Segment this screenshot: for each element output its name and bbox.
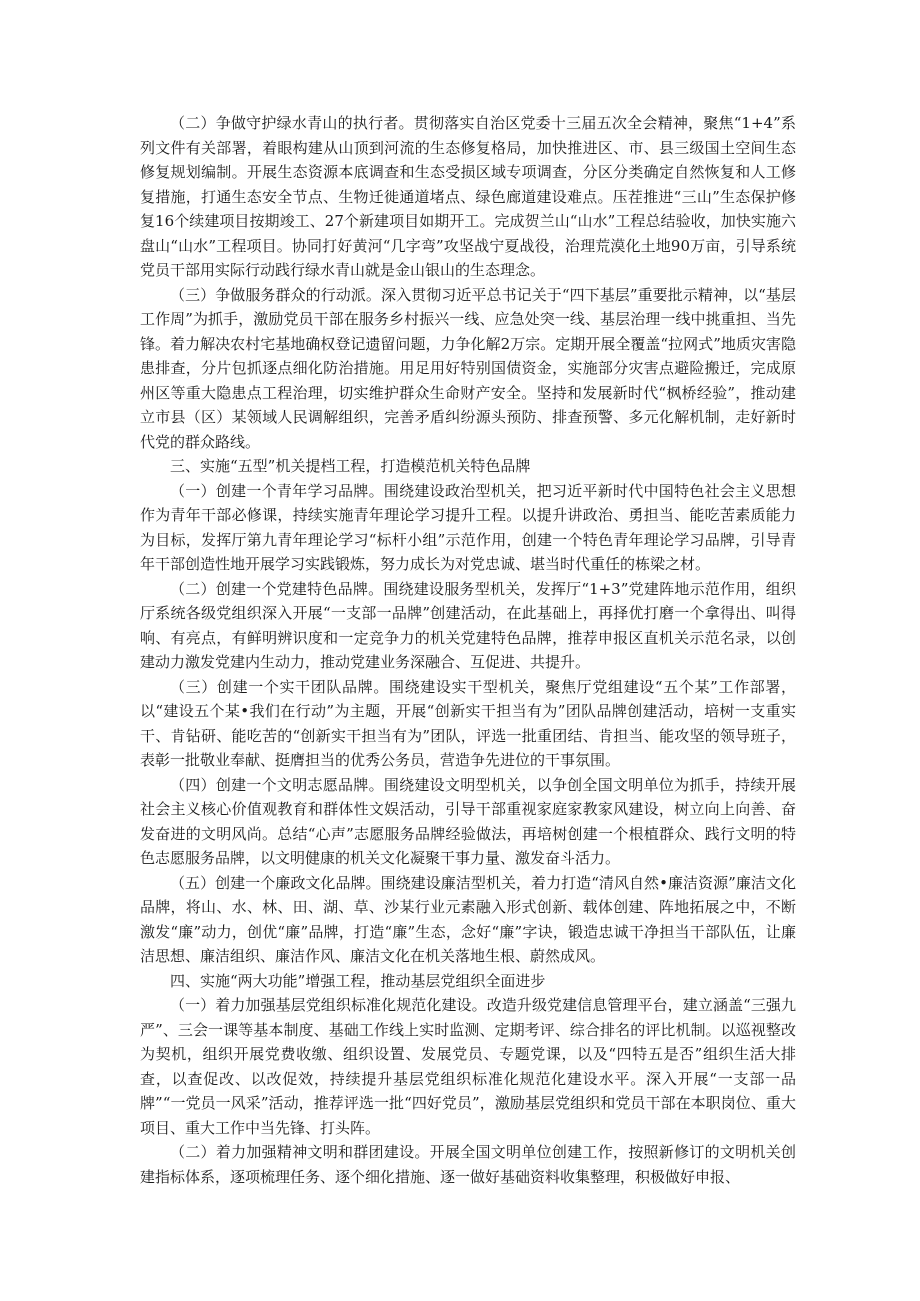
para-spiritual-civilization: （二）着力加强精神文明和群团建设。开展全国文明单位创建工作，按照新修订的文明机关创建指标体系，逐项梳理任务、逐个细化措施、逐一做好基础资料收集整理，积极做好申报、 (140, 1143, 796, 1186)
section-heading-four: 四、实施“两大功能”增强工程，推动基层党组织全面进步 (170, 971, 546, 990)
para-civilized-volunteer: （四）创建一个文明志愿品牌。围绕建设文明型机关，以争创全国文明单位为抓手，持续开展社会主义核心价值观教育和群体性文娱活动，引导干部重视家庭家教家风建设，树立向上向善、奋发奋进的文明风尚。总结“心声”志愿服务品牌经验做法，再培树创建一个根植群众、践行文明的特色志愿服务品牌，以文明健康的机关文化凝聚干事力量、激发奋斗活力。 (140, 775, 796, 867)
para-serve-masses: （三）争做服务群众的行动派。深入贯彻习近平总书记关于“四下基层”重要批示精神，以“基层工作周”为抓手，激励党员干部在服务乡村振兴一线、应急处突一线、基层治理一线中挑重担、当先锋。着力解决农村宅基地确权登记遗留问题，力争化解2万宗。定期开展全覆盖“拉网式”地质灾害隐患排查，分片包抓逐点细化防治措施。用足用好特别国债资金，实施部分灾害点避险搬迁，完成原州区等重大隐患点工程治理，切实维护群众生命财产安全。坚持和发展新时代“枫桥经验”，推动建立市县（区）某领域人民调解组织，完善矛盾纠纷源头预防、排查预警、多元化解机制，走好新时代党的群众路线。 (140, 285, 796, 451)
section-heading-three: 三、实施“五型”机关提档工程，打造模范机关特色品牌 (170, 457, 531, 475)
para-party-building: （二）创建一个党建特色品牌。围绕建设服务型机关，发挥厅“1+3”党建阵地示范作用，组织厅系统各级党组织深入开展“一支部一品牌”创建活动，在此基础上，再择优打磨一个拿得出、叫得响、有亮点，有鲜明辨识度和一定竞争力的机关党建特色品牌，推荐申报区直机关示范名录，以创建动力激发党建内生动力，推动党建业务深融合、互促进、共提升。 (140, 579, 796, 671)
para-standardization: （一）着力加强基层党组织标准化规范化建设。改造升级党建信息管理平台，建立涵盖“三强九严”、三会一课等基本制度、基础工作线上实时监测、定期考评、综合排名的评比机制。以巡视整改为契机，组织开展党费收缴、组织设置、发展党员、专题党课，以及“四特五是否”组织生活大排查，以查促改、以改促效，持续提升基层党组织标准化规范化建设水平。深入开展“一支部一品牌”“一党员一风采”活动，推荐评选一批“四好党员”，激励基层党组织和党员干部在本职岗位、重大项目、重大工作中当先锋、打头阵。 (140, 996, 796, 1137)
para-practical-team: （三）创建一个实干团队品牌。围绕建设实干型机关，聚焦厅党组建设“五个某”工作部署，以“建设五个某•我们在行动”为主题，开展“创新实干担当有为”团队品牌创建活动，培树一支重实干、肯钻研、能吃苦的“创新实干担当有为”团队，评选一批重团结、肯担当、能攻坚的领导班子，表彰一批敬业奉献、挺膺担当的优秀公务员，营造争先进位的干事氛围。 (140, 677, 796, 769)
document-body (140, 111, 796, 1189)
para-green-mountains: （二）争做守护绿水青山的执行者。贯彻落实自治区党委十三届五次全会精神，聚焦“1+4”系列文件有关部署，着眼构建从山顶到河流的生态修复格局，加快推进区、市、县三级国土空间生态修复规划编制。开展生态资源本底调查和生态受损区域专项调查，分区分类确定自然恢复和人工修复措施，打通生态安全节点、生物迁徙通道堵点、绿色廊道建设难点。压茬推进“三山”生态保护修复16个续建项目按期竣工、27个新建项目如期开工。完成贺兰山“山水”工程总结验收，加快实施六盘山“山水”工程项目。协同打好黄河“几字弯”攻坚战宁夏战役，治理荒漠化土地90万亩，引导系统党员干部用实际行动践行绿水青山就是金山银山的生态理念。 (140, 114, 796, 279)
para-clean-culture: （五）创建一个廉政文化品牌。围绕建设廉洁型机关，着力打造“清风自然•廉洁资源”廉洁文化品牌，将山、水、林、田、湖、草、沙某行业元素融入形式创新、载体创建、阵地拓展之中，不断激发“廉”动力，创优“廉”品牌，打造“廉”生态，念好“廉”字诀，锻造忠诚干净担当干部队伍，让廉洁思想、廉洁组织、廉洁作风、廉洁文化在机关落地生根、蔚然成风。 (140, 873, 796, 965)
para-youth-learning: （一）创建一个青年学习品牌。围绕建设政治型机关，把习近平新时代中国特色社会主义思想作为青年干部必修课，持续实施青年理论学习提升工程。以提升讲政治、勇担当、能吃苦素质能力为目标，发挥厅第九青年理论学习“标杆小组”示范作用，创建一个特色青年理论学习品牌，引导青年干部创造性地开展学习实践锻炼，努力成长为对党忠诚、堪当时代重任的栋梁之材。 (140, 481, 796, 573)
